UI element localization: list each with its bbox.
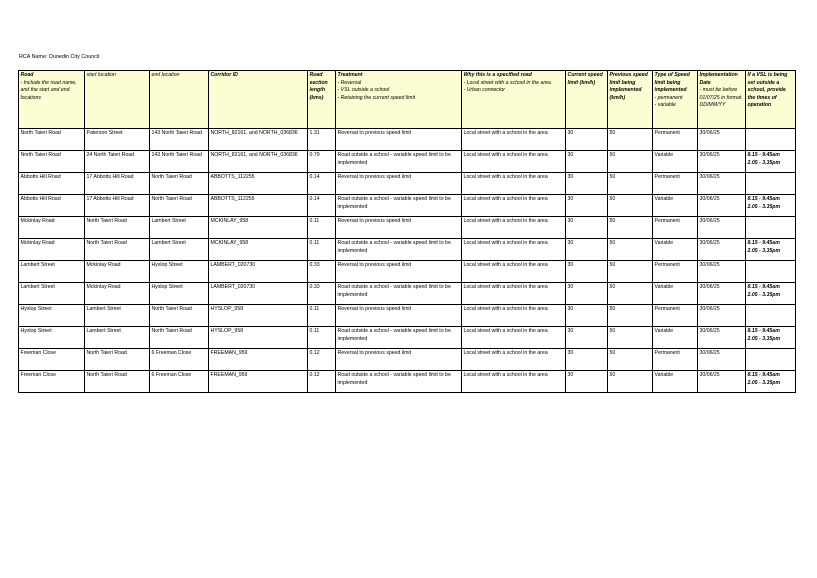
table-body (19, 129, 796, 393)
speed-type-cell: Variable (653, 239, 698, 261)
column-header-title: Corridor ID (210, 72, 238, 78)
corridor-id-cell: LAMBERT_020730 (209, 261, 308, 283)
previous-speed-cell: 50 (608, 349, 653, 371)
implementation-date-cell: 30/06/25 (698, 129, 746, 151)
corridor-id-cell: HYSLOP_958 (209, 327, 308, 349)
column-header-title: Previous speed limit being implemented (km/h) (609, 72, 648, 101)
reason-cell: Local street with a school in the area (462, 239, 566, 261)
implementation-date-cell: 30/06/25 (698, 239, 746, 261)
reason-cell: Local street with a school in the area (462, 195, 566, 217)
column-header-note: - permanent (654, 94, 683, 101)
speed-type-cell: Permanent (653, 217, 698, 239)
table-row (19, 239, 796, 261)
section-length-cell: 0.11 (308, 217, 336, 239)
table-row (19, 283, 796, 305)
treatment-cell: Road outside a school - variable speed limit to be implemented (336, 195, 462, 217)
column-header (85, 71, 150, 129)
previous-speed-cell: 50 (608, 283, 653, 305)
column-header (150, 71, 209, 129)
start-location-cell: Paterson Street (85, 129, 150, 151)
implementation-date-cell: 30/06/25 (698, 305, 746, 327)
column-header (19, 71, 85, 129)
reason-cell: Local street with a school in the area (462, 327, 566, 349)
operation-times-cell (746, 371, 796, 393)
end-location-cell: Hyslop Street (150, 261, 209, 283)
speed-type-cell: Variable (653, 195, 698, 217)
operation-times-cell (746, 327, 796, 349)
column-header-title: Road section length (kms) (309, 72, 328, 101)
corridor-id-cell: MCKINLAY_958 (209, 217, 308, 239)
reason-cell: Local street with a school in the area (462, 173, 566, 195)
section-length-cell: 1.31 (308, 129, 336, 151)
end-location-cell: 6 Freeman Close (150, 371, 209, 393)
end-location-cell: 143 North Taieri Road (150, 151, 209, 173)
speed-type-cell: Permanent (653, 305, 698, 327)
operation-time: 8.15 - 9.45am (747, 372, 780, 378)
column-header-note: - Reversal (337, 79, 362, 86)
end-location-cell: North Taieri Road (150, 305, 209, 327)
operation-time: 8.15 - 9.45am (747, 240, 780, 246)
operation-time: 2.05 - 3.35pm (747, 159, 781, 166)
road-cell: Hyslop Street (19, 327, 85, 349)
reason-cell: Local street with a school in the area (462, 283, 566, 305)
table-row (19, 129, 796, 151)
treatment-cell: Road outside a school - variable speed limit to be implemented (336, 327, 462, 349)
column-header-title: Why this is a specified road (463, 72, 532, 78)
column-header-note: - variable (654, 102, 676, 109)
previous-speed-cell: 50 (608, 217, 653, 239)
speed-type-cell: Variable (653, 327, 698, 349)
column-header-note: - must be before 01/07/25 in format DD/MM/YY (699, 87, 742, 109)
reason-cell: Local street with a school in the area (462, 371, 566, 393)
column-header (566, 71, 608, 129)
table-row (19, 151, 796, 173)
current-speed-cell: 30 (566, 349, 608, 371)
previous-speed-cell: 50 (608, 151, 653, 173)
section-length-cell: 0.12 (308, 349, 336, 371)
road-cell: Lambert Street (19, 283, 85, 305)
treatment-cell: Reversal to previous speed limit (336, 129, 462, 151)
section-length-cell: 0.11 (308, 239, 336, 261)
previous-speed-cell: 50 (608, 371, 653, 393)
section-length-cell: 0.11 (308, 305, 336, 327)
current-speed-cell: 30 (566, 129, 608, 151)
corridor-id-cell: NORTH_82161, and NORTH_036836 (209, 151, 308, 173)
column-header (209, 71, 308, 129)
column-header (746, 71, 796, 129)
implementation-date-cell: 30/06/25 (698, 195, 746, 217)
speed-type-cell: Variable (653, 371, 698, 393)
column-header-note: - Retaining the current speed limit (337, 94, 416, 101)
start-location-cell: North Taieri Road (85, 349, 150, 371)
road-cell: Lambert Street (19, 261, 85, 283)
column-header (308, 71, 336, 129)
operation-time: 8.15 - 9.45am (747, 152, 780, 158)
current-speed-cell: 30 (566, 283, 608, 305)
current-speed-cell: 30 (566, 195, 608, 217)
section-length-cell: 0.79 (308, 151, 336, 173)
previous-speed-cell: 50 (608, 305, 653, 327)
operation-times-cell (746, 239, 796, 261)
corridor-id-cell: FREEMAN_959 (209, 349, 308, 371)
column-header-note: - Local street with a school in the area (463, 79, 551, 86)
start-location-cell: 24 North Taieri Road (85, 151, 150, 173)
table-row (19, 217, 796, 239)
end-location-cell: 143 North Taieri Road (150, 129, 209, 151)
section-length-cell: 0.11 (308, 327, 336, 349)
treatment-cell: Road outside a school - variable speed limit to be implemented (336, 371, 462, 393)
current-speed-cell: 30 (566, 173, 608, 195)
road-cell: North Taieri Road (19, 129, 85, 151)
section-length-cell: 0.33 (308, 261, 336, 283)
column-header-note: - VSL outside a school (337, 87, 390, 94)
column-header (698, 71, 746, 129)
table-row (19, 305, 796, 327)
column-header-title: Road (20, 72, 34, 78)
previous-speed-cell: 50 (608, 195, 653, 217)
start-location-cell: Lambert Street (85, 327, 150, 349)
column-header (608, 71, 653, 129)
end-location-cell: Hyslop Street (150, 283, 209, 305)
column-header-title: Type of Speed limit being implemented (654, 72, 690, 94)
current-speed-cell: 30 (566, 151, 608, 173)
table-row (19, 371, 796, 393)
corridor-id-cell: LAMBERT_020730 (209, 283, 308, 305)
operation-times-cell (746, 151, 796, 173)
current-speed-cell: 30 (566, 305, 608, 327)
operation-time: 2.05 - 3.35pm (747, 203, 781, 210)
speed-type-cell: Variable (653, 151, 698, 173)
speed-limit-schedule-table (18, 70, 796, 393)
implementation-date-cell: 30/06/25 (698, 349, 746, 371)
operation-times-cell (746, 349, 796, 371)
operation-times-cell (746, 283, 796, 305)
column-header-title: If a VSL is being set outside a school, provide the times of operation (747, 72, 788, 109)
end-location-cell: Lambert Street (150, 217, 209, 239)
column-header-title: Implementation Date (699, 72, 738, 86)
reason-cell: Local street with a school in the area (462, 217, 566, 239)
start-location-cell: 17 Abbotts Hill Road (85, 195, 150, 217)
start-location-cell: North Taieri Road (85, 217, 150, 239)
current-speed-cell: 30 (566, 327, 608, 349)
operation-times-cell (746, 217, 796, 239)
treatment-cell: Road outside a school - variable speed limit to be implemented (336, 239, 462, 261)
reason-cell: Local street with a school in the area (462, 129, 566, 151)
speed-type-cell: Permanent (653, 173, 698, 195)
start-location-cell: Lambert Street (85, 305, 150, 327)
column-header-title: Treatment (337, 72, 363, 78)
start-location-cell: Mckinlay Road (85, 261, 150, 283)
table-row (19, 195, 796, 217)
table-row (19, 327, 796, 349)
table-row (19, 261, 796, 283)
reason-cell: Local street with a school in the area (462, 305, 566, 327)
road-cell: Mckinlay Road (19, 239, 85, 261)
operation-time: 8.15 - 9.45am (747, 284, 780, 290)
column-header (462, 71, 566, 129)
column-header-note: - Include the road name, and the start and end locations (20, 79, 77, 101)
implementation-date-cell: 30/06/25 (698, 151, 746, 173)
reason-cell: Local street with a school in the area (462, 151, 566, 173)
table-row (19, 349, 796, 371)
previous-speed-cell: 50 (608, 239, 653, 261)
start-location-cell: North Taieri Road (85, 371, 150, 393)
end-location-cell: 6 Freeman Close (150, 349, 209, 371)
road-cell: Freeman Close (19, 349, 85, 371)
operation-time: 2.05 - 3.35pm (747, 291, 781, 298)
treatment-cell: Reversal to previous speed limit (336, 173, 462, 195)
operation-times-cell (746, 305, 796, 327)
corridor-id-cell: ABBOTTS_112255 (209, 173, 308, 195)
operation-times-cell (746, 129, 796, 151)
treatment-cell: Reversal to previous speed limit (336, 305, 462, 327)
road-cell: Mckinlay Road (19, 217, 85, 239)
rca-name-label: RCA Name: Dunedin City Council (19, 54, 100, 60)
speed-type-cell: Permanent (653, 129, 698, 151)
previous-speed-cell: 50 (608, 173, 653, 195)
start-location-cell: 17 Abbotts Hill Road (85, 173, 150, 195)
corridor-id-cell: MCKINLAY_958 (209, 239, 308, 261)
operation-times-cell (746, 195, 796, 217)
treatment-cell: Reversal to previous speed limit (336, 261, 462, 283)
treatment-cell: Reversal to previous speed limit (336, 349, 462, 371)
road-cell: North Taieri Road (19, 151, 85, 173)
column-header-note: - Urban connector (463, 87, 506, 94)
table-header-row (19, 71, 796, 129)
speed-type-cell: Variable (653, 283, 698, 305)
column-header-note: start location (86, 72, 116, 78)
column-header-note: end location (151, 72, 180, 78)
column-header (653, 71, 698, 129)
start-location-cell: Mckinlay Road (85, 283, 150, 305)
section-length-cell: 0.14 (308, 195, 336, 217)
end-location-cell: Lambert Street (150, 239, 209, 261)
previous-speed-cell: 50 (608, 129, 653, 151)
section-length-cell: 0.33 (308, 283, 336, 305)
reason-cell: Local street with a school in the area (462, 261, 566, 283)
implementation-date-cell: 30/06/25 (698, 217, 746, 239)
implementation-date-cell: 30/06/25 (698, 327, 746, 349)
section-length-cell: 0.14 (308, 173, 336, 195)
implementation-date-cell: 30/06/25 (698, 371, 746, 393)
implementation-date-cell: 30/06/25 (698, 173, 746, 195)
corridor-id-cell: HYSLOP_958 (209, 305, 308, 327)
column-header-title: Current speed limit (km/h) (567, 72, 603, 86)
treatment-cell: Road outside a school - variable speed limit to be implemented (336, 151, 462, 173)
current-speed-cell: 30 (566, 261, 608, 283)
speed-type-cell: Permanent (653, 261, 698, 283)
speed-type-cell: Permanent (653, 349, 698, 371)
operation-time: 8.15 - 9.45am (747, 328, 780, 334)
current-speed-cell: 30 (566, 217, 608, 239)
treatment-cell: Road outside a school - variable speed limit to be implemented (336, 283, 462, 305)
operation-time: 8.15 - 9.45am (747, 196, 780, 202)
implementation-date-cell: 30/06/25 (698, 283, 746, 305)
reason-cell: Local street with a school in the area (462, 349, 566, 371)
corridor-id-cell: ABBOTTS_112255 (209, 195, 308, 217)
operation-time: 2.05 - 3.35pm (747, 379, 781, 386)
corridor-id-cell: FREEMAN_959 (209, 371, 308, 393)
end-location-cell: North Taieri Road (150, 173, 209, 195)
road-cell: Abbotts Hill Road (19, 195, 85, 217)
operation-times-cell (746, 173, 796, 195)
current-speed-cell: 30 (566, 371, 608, 393)
end-location-cell: North Taieri Road (150, 327, 209, 349)
road-cell: Abbotts Hill Road (19, 173, 85, 195)
start-location-cell: North Taieri Road (85, 239, 150, 261)
previous-speed-cell: 50 (608, 327, 653, 349)
road-cell: Freeman Close (19, 371, 85, 393)
corridor-id-cell: NORTH_82161, and NORTH_036836 (209, 129, 308, 151)
current-speed-cell: 30 (566, 239, 608, 261)
section-length-cell: 0.12 (308, 371, 336, 393)
end-location-cell: North Taieri Road (150, 195, 209, 217)
implementation-date-cell: 30/06/25 (698, 261, 746, 283)
table-row (19, 173, 796, 195)
column-header (336, 71, 462, 129)
previous-speed-cell: 50 (608, 261, 653, 283)
operation-time: 2.05 - 3.35pm (747, 335, 781, 342)
treatment-cell: Reversal to previous speed limit (336, 217, 462, 239)
operation-time: 2.05 - 3.35pm (747, 247, 781, 254)
road-cell: Hyslop Street (19, 305, 85, 327)
operation-times-cell (746, 261, 796, 283)
